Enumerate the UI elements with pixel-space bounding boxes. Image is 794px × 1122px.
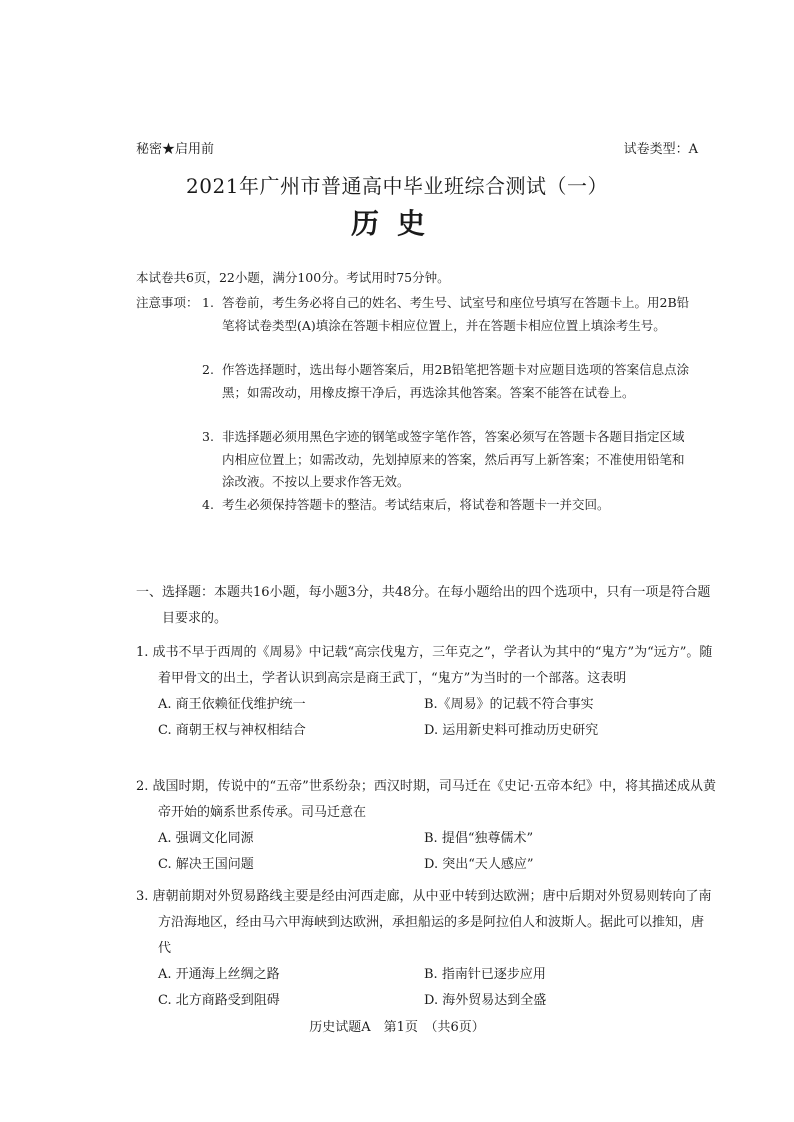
- notice-item-text: 非选择题必须用黑色字迹的钢笔或签字笔作答，答案必须写在答题卡各题目指定区域内相应位置上；如需改动，先划掉原来的答案，然后再写上新答案；不准使用铅笔和涂改液。不按以上要求作答无效。: [222, 429, 685, 489]
- notice-item-number: 2.: [202, 362, 214, 377]
- section-heading: [136, 580, 716, 632]
- notice-item-number: 4.: [202, 497, 214, 512]
- notice-item: [202, 292, 692, 337]
- option-b: B. 指南针已逐步应用: [424, 967, 546, 982]
- exam-intro: 本试卷共6页，22小题，满分100分。考试用时75分钟。: [136, 270, 450, 285]
- option-c: C. 北方商路受到阻碍: [158, 993, 280, 1008]
- notice-item: [202, 426, 692, 494]
- page-footer: 历史试题A 第1页 （共6页）: [309, 1020, 485, 1035]
- question: [136, 884, 716, 1014]
- top-line: [136, 138, 698, 156]
- question-options: [158, 962, 716, 1014]
- confidential-mark: 秘密★启用前: [136, 142, 215, 157]
- question-stem: 3. 唐朝前期对外贸易路线主要是经由河西走廊，从中亚中转到达欧洲；唐中后期对外贸易则转向了南方沿海地区，经由马六甲海峡到达欧洲，承担船运的多是阿拉伯人和波斯人。据此可以推知，唐代: [136, 889, 712, 956]
- notice-label: 注意事项：: [136, 295, 199, 310]
- paper-type: 试卷类型：A: [623, 142, 698, 157]
- notice-item-text: 作答选择题时，选出每小题答案后，用2B铅笔把答题卡对应题目选项的答案信息点涂黑；如需改动，用橡皮擦干净后，再选涂其他答案。答案不能答在试卷上。: [222, 362, 690, 400]
- notice-item-number: 1.: [202, 295, 214, 310]
- option-b: B.《周易》的记载不符合事实: [424, 697, 594, 712]
- question-options: [158, 692, 716, 744]
- question: [136, 640, 716, 744]
- option-c: C. 商朝王权与神权相结合: [158, 723, 306, 738]
- notice-item-text: 答卷前，考生务必将自己的姓名、考生号、试室号和座位号填写在答题卡上。用2B铅笔将试卷类型(A)填涂在答题卡相应位置上，并在答题卡相应位置上填涂考生号。: [222, 295, 690, 333]
- exam-title: 2021年广州市普通高中毕业班综合测试（一）: [186, 174, 608, 198]
- option-d: D. 海外贸易达到全盛: [424, 993, 547, 1008]
- option-a: A. 商王依赖征伐维护统一: [158, 697, 306, 712]
- option-b: B. 提倡“独尊儒术”: [424, 831, 534, 846]
- option-d: D. 突出“天人感应”: [424, 857, 534, 872]
- question-stem: 2. 战国时期，传说中的“五帝”世系纷杂；西汉时期，司马迁在《史记·五帝本纪》中，将其描述成从黄帝开始的嫡系世系传承。司马迁意在: [136, 779, 716, 820]
- option-a: A. 强调文化同源: [158, 831, 254, 846]
- section-heading-text: 一、选择题：本题共16小题，每小题3分，共48分。在每小题给出的四个选项中，只有一项是符合题目要求的。: [136, 585, 711, 626]
- notice-item-text: 考生必须保持答题卡的整洁。考试结束后，将试卷和答题卡一并交回。: [222, 497, 610, 512]
- option-c: C. 解决王国问题: [158, 857, 254, 872]
- option-d: D. 运用新史料可推动历史研究: [424, 723, 599, 738]
- notice-item: [202, 494, 692, 517]
- question-options: [158, 826, 716, 878]
- option-a: A. 开通海上丝绸之路: [158, 967, 280, 982]
- question-stem: 1. 成书不早于西周的《周易》中记载“高宗伐鬼方，三年克之”，学者认为其中的“鬼方”为“远方”。随着甲骨文的出土，学者认识到高宗是商王武丁，“鬼方”为当时的一个部落。这表明: [136, 645, 713, 686]
- question: [136, 774, 716, 878]
- subject-title: 历史: [350, 207, 443, 240]
- notice-item-number: 3.: [202, 429, 214, 444]
- notice-item: [202, 359, 692, 404]
